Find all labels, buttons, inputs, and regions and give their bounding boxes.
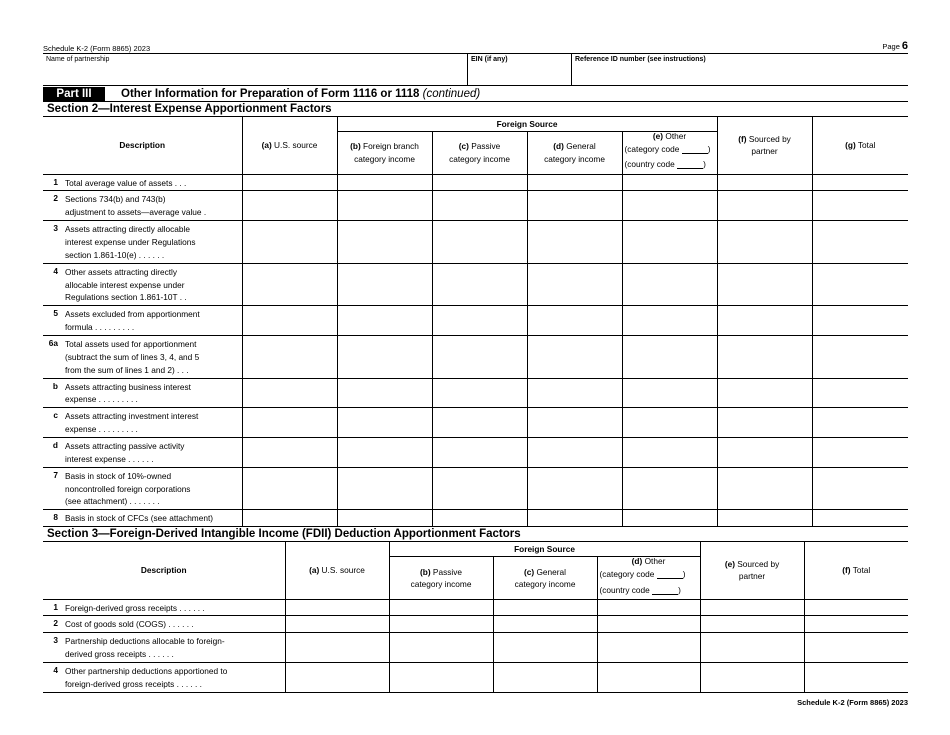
form-header — [43, 38, 908, 54]
amount-cell[interactable] — [527, 408, 622, 438]
amount-cell[interactable] — [527, 467, 622, 510]
description-line: foreign-derived gross receipts . . . . . . — [65, 678, 202, 689]
amount-cell[interactable] — [432, 306, 527, 336]
amount-cell[interactable] — [337, 467, 432, 510]
amount-cell[interactable] — [812, 174, 908, 191]
amount-cell[interactable] — [337, 408, 432, 438]
foreign-source-header: Foreign Source — [337, 117, 717, 131]
description-line: interest expense under Regulations — [65, 236, 196, 247]
amount-cell[interactable] — [285, 616, 389, 633]
table-row — [43, 467, 908, 510]
amount-cell[interactable] — [812, 510, 908, 527]
line-number: d — [43, 437, 65, 467]
amount-cell[interactable] — [242, 306, 337, 336]
amount-cell[interactable] — [622, 263, 717, 306]
category-code-line: (category code ) — [624, 144, 711, 155]
table-row — [43, 633, 908, 663]
amount-cell[interactable] — [337, 191, 432, 221]
table-row — [43, 599, 908, 616]
amount-cell[interactable] — [242, 335, 337, 378]
description-line: section 1.861-10(e) . . . . . . — [65, 249, 165, 260]
amount-cell[interactable] — [700, 599, 804, 616]
amount-cell[interactable] — [242, 510, 337, 527]
column-c-header: (c) General category income — [493, 556, 597, 599]
table-row — [43, 408, 908, 438]
line-description — [65, 599, 285, 616]
amount-cell[interactable] — [622, 467, 717, 510]
amount-cell[interactable] — [493, 616, 597, 633]
amount-cell[interactable] — [597, 633, 700, 663]
description-line: from the sum of lines 1 and 2) . . . — [65, 364, 189, 375]
description-header: Description — [43, 542, 285, 599]
amount-cell[interactable] — [804, 663, 908, 693]
amount-cell[interactable] — [242, 221, 337, 264]
country-code-input[interactable] — [652, 587, 678, 595]
table-row — [43, 263, 908, 306]
amount-cell[interactable] — [597, 616, 700, 633]
column-d-header: (d) General category income — [527, 131, 622, 174]
description-line: derived gross receipts . . . . . . — [65, 649, 174, 660]
description-line: Sections 734(b) and 743(b) — [65, 194, 166, 205]
amount-cell[interactable] — [242, 408, 337, 438]
table-row — [43, 378, 908, 408]
line-number: 1 — [43, 599, 65, 616]
amount-cell[interactable] — [527, 378, 622, 408]
table-row — [43, 335, 908, 378]
amount-cell[interactable] — [812, 467, 908, 510]
line-number: 4 — [43, 263, 65, 306]
line-description — [65, 306, 242, 336]
amount-cell[interactable] — [493, 663, 597, 693]
line-description — [65, 633, 285, 663]
description-line: Assets attracting business interest — [65, 381, 191, 392]
line-number: c — [43, 408, 65, 438]
table-row — [43, 221, 908, 264]
amount-cell[interactable] — [432, 221, 527, 264]
amount-cell[interactable] — [527, 263, 622, 306]
section-3-rows — [43, 599, 908, 692]
amount-cell[interactable] — [432, 437, 527, 467]
amount-cell[interactable] — [622, 221, 717, 264]
amount-cell[interactable] — [493, 599, 597, 616]
line-description — [65, 191, 242, 221]
partnership-name-field[interactable]: Name of partnership — [46, 56, 110, 63]
description-line: expense . . . . . . . . . — [65, 394, 138, 405]
description-line: Assets excluded from apportionment — [65, 309, 200, 320]
amount-cell[interactable] — [337, 263, 432, 306]
amount-cell[interactable] — [337, 437, 432, 467]
line-number: 2 — [43, 616, 65, 633]
line-description — [65, 437, 242, 467]
amount-cell[interactable] — [432, 335, 527, 378]
amount-cell[interactable] — [337, 510, 432, 527]
table-row — [43, 437, 908, 467]
section-2-header-row-1 — [43, 117, 908, 131]
amount-cell[interactable] — [527, 221, 622, 264]
line-description — [65, 408, 242, 438]
amount-cell[interactable] — [804, 633, 908, 663]
amount-cell[interactable] — [337, 306, 432, 336]
amount-cell[interactable] — [242, 191, 337, 221]
amount-cell[interactable] — [389, 633, 493, 663]
amount-cell[interactable] — [812, 335, 908, 378]
amount-cell[interactable] — [432, 467, 527, 510]
line-number: 2 — [43, 191, 65, 221]
amount-cell[interactable] — [622, 510, 717, 527]
amount-cell[interactable] — [285, 633, 389, 663]
description-line: Basis in stock of 10%-owned — [65, 470, 172, 481]
amount-cell[interactable] — [527, 191, 622, 221]
amount-cell[interactable] — [597, 663, 700, 693]
amount-cell[interactable] — [812, 191, 908, 221]
amount-cell[interactable] — [432, 510, 527, 527]
part-title: Other Information for Preparation of Form 1116 or 1118 (continued) — [121, 88, 481, 100]
country-code-input[interactable] — [677, 161, 703, 169]
amount-cell[interactable] — [812, 378, 908, 408]
amount-cell[interactable] — [717, 306, 812, 336]
amount-cell[interactable] — [285, 599, 389, 616]
amount-cell[interactable] — [717, 263, 812, 306]
column-g-header: (g) Total — [812, 117, 908, 174]
form-footer: Schedule K-2 (Form 8865) 2023 — [797, 697, 908, 707]
amount-cell[interactable] — [622, 408, 717, 438]
section-2-rows — [43, 174, 908, 527]
amount-cell[interactable] — [622, 378, 717, 408]
description-line: Total assets used for apportionment — [65, 338, 197, 349]
table-row — [43, 191, 908, 221]
amount-cell[interactable] — [812, 263, 908, 306]
amount-cell[interactable] — [812, 306, 908, 336]
amount-cell[interactable] — [337, 378, 432, 408]
category-code-input[interactable] — [682, 146, 708, 154]
amount-cell[interactable] — [717, 467, 812, 510]
description-line: Basis in stock of CFCs (see attachment) — [65, 513, 214, 524]
table-row — [43, 174, 908, 191]
table-row — [43, 510, 908, 527]
line-description — [65, 221, 242, 264]
line-number: 7 — [43, 467, 65, 510]
country-code-line: (country code ) — [624, 159, 706, 170]
description-line: adjustment to assets—average value . — [65, 207, 207, 218]
amount-cell[interactable] — [622, 306, 717, 336]
amount-cell[interactable] — [717, 335, 812, 378]
amount-cell[interactable] — [242, 378, 337, 408]
line-number: 3 — [43, 221, 65, 264]
part-header — [43, 87, 908, 102]
amount-cell[interactable] — [527, 437, 622, 467]
form-id: Schedule K-2 (Form 8865) 2023 — [43, 44, 151, 53]
line-description — [65, 510, 242, 527]
description-line: allocable interest expense under — [65, 279, 185, 290]
description-line: Assets attracting directly allocable — [65, 224, 190, 235]
line-number: 5 — [43, 306, 65, 336]
amount-cell[interactable] — [717, 437, 812, 467]
table-row — [43, 306, 908, 336]
description-line: Regulations section 1.861-10T . . — [65, 292, 187, 303]
section-3-table — [43, 542, 908, 693]
amount-cell[interactable] — [432, 263, 527, 306]
amount-cell[interactable] — [493, 633, 597, 663]
line-number: 4 — [43, 663, 65, 693]
amount-cell[interactable] — [597, 599, 700, 616]
ein-field[interactable]: EIN (if any) — [467, 54, 571, 85]
amount-cell[interactable] — [432, 191, 527, 221]
column-d-header: (d) Other (category code ) (country code ) — [597, 556, 700, 599]
identification-row — [43, 54, 908, 86]
amount-cell[interactable] — [432, 378, 527, 408]
amount-cell[interactable] — [432, 174, 527, 191]
description-line: Other assets attracting directly — [65, 266, 178, 277]
line-number: 6a — [43, 335, 65, 378]
description-line: Total average value of assets . . . — [65, 177, 187, 188]
table-row — [43, 616, 908, 633]
amount-cell[interactable] — [285, 663, 389, 693]
column-b-header: (b) Foreign branch category income — [337, 131, 432, 174]
category-code-line: (category code ) — [599, 569, 686, 580]
amount-cell[interactable] — [700, 633, 804, 663]
section-2-table — [43, 117, 908, 527]
line-number: 3 — [43, 633, 65, 663]
description-line: Other partnership deductions apportioned to — [65, 666, 228, 677]
amount-cell[interactable] — [700, 663, 804, 693]
line-description — [65, 616, 285, 633]
line-number: b — [43, 378, 65, 408]
description-line: Cost of goods sold (COGS) . . . . . . — [65, 619, 194, 630]
page-number: Page 6 — [882, 40, 908, 52]
category-code-input[interactable] — [657, 571, 683, 579]
column-e-header: (e) Other (category code ) (country code ) — [622, 131, 717, 174]
amount-cell[interactable] — [622, 191, 717, 221]
line-description — [65, 467, 242, 510]
reference-id-field[interactable]: Reference ID number (see instructions) — [571, 54, 908, 85]
line-description — [65, 663, 285, 693]
country-code-line: (country code ) — [599, 584, 681, 595]
section-3-title: Section 3—Foreign-Derived Intangible Income (FDII) Deduction Apportionment Factors — [43, 527, 908, 542]
amount-cell[interactable] — [527, 335, 622, 378]
description-line: Assets attracting passive activity — [65, 440, 185, 451]
description-line: (see attachment) . . . . . . . — [65, 496, 160, 507]
amount-cell[interactable] — [242, 174, 337, 191]
description-line: expense . . . . . . . . . — [65, 424, 138, 435]
amount-cell[interactable] — [527, 510, 622, 527]
column-b-header: (b) Passive category income — [389, 556, 493, 599]
description-line: (subtract the sum of lines 3, 4, and 5 — [65, 351, 200, 362]
amount-cell[interactable] — [700, 616, 804, 633]
description-line: noncontrolled foreign corporations — [65, 483, 191, 494]
amount-cell[interactable] — [242, 263, 337, 306]
description-line: interest expense . . . . . . — [65, 453, 154, 464]
amount-cell[interactable] — [717, 510, 812, 527]
description-header: Description — [43, 117, 242, 174]
amount-cell[interactable] — [812, 408, 908, 438]
description-line: Assets attracting investment interest — [65, 411, 199, 422]
amount-cell[interactable] — [717, 378, 812, 408]
amount-cell[interactable] — [622, 335, 717, 378]
form-page — [43, 38, 908, 707]
amount-cell[interactable] — [622, 437, 717, 467]
amount-cell[interactable] — [389, 616, 493, 633]
amount-cell[interactable] — [717, 408, 812, 438]
amount-cell[interactable] — [432, 408, 527, 438]
line-number: 1 — [43, 174, 65, 191]
amount-cell[interactable] — [242, 467, 337, 510]
description-line: Partnership deductions allocable to foreign- — [65, 636, 225, 647]
amount-cell[interactable] — [717, 221, 812, 264]
line-number: 8 — [43, 510, 65, 527]
amount-cell[interactable] — [717, 174, 812, 191]
amount-cell[interactable] — [622, 174, 717, 191]
column-a-header: (a) U.S. source — [285, 542, 389, 599]
amount-cell[interactable] — [527, 174, 622, 191]
description-line: formula . . . . . . . . . — [65, 322, 135, 333]
line-description — [65, 174, 242, 191]
amount-cell[interactable] — [717, 191, 812, 221]
column-f-header: (f) Sourced by partner — [717, 117, 812, 174]
amount-cell[interactable] — [389, 599, 493, 616]
table-row — [43, 663, 908, 693]
amount-cell[interactable] — [812, 221, 908, 264]
line-description — [65, 335, 242, 378]
amount-cell[interactable] — [337, 335, 432, 378]
amount-cell[interactable] — [337, 221, 432, 264]
amount-cell[interactable] — [804, 616, 908, 633]
column-a-header: (a) U.S. source — [242, 117, 337, 174]
amount-cell[interactable] — [242, 437, 337, 467]
amount-cell[interactable] — [527, 306, 622, 336]
column-e-header: (e) Sourced by partner — [700, 542, 804, 599]
foreign-source-header: Foreign Source — [389, 542, 700, 556]
amount-cell[interactable] — [804, 599, 908, 616]
section-2-title: Section 2—Interest Expense Apportionment Factors — [43, 102, 908, 117]
amount-cell[interactable] — [389, 663, 493, 693]
part-tag: Part III — [43, 87, 105, 101]
line-description — [65, 263, 242, 306]
column-f-header: (f) Total — [804, 542, 908, 599]
amount-cell[interactable] — [812, 437, 908, 467]
description-line: Foreign-derived gross receipts . . . . . . — [65, 602, 205, 613]
column-c-header: (c) Passive category income — [432, 131, 527, 174]
amount-cell[interactable] — [337, 174, 432, 191]
section-3-header-row-1 — [43, 542, 908, 556]
line-description — [65, 378, 242, 408]
